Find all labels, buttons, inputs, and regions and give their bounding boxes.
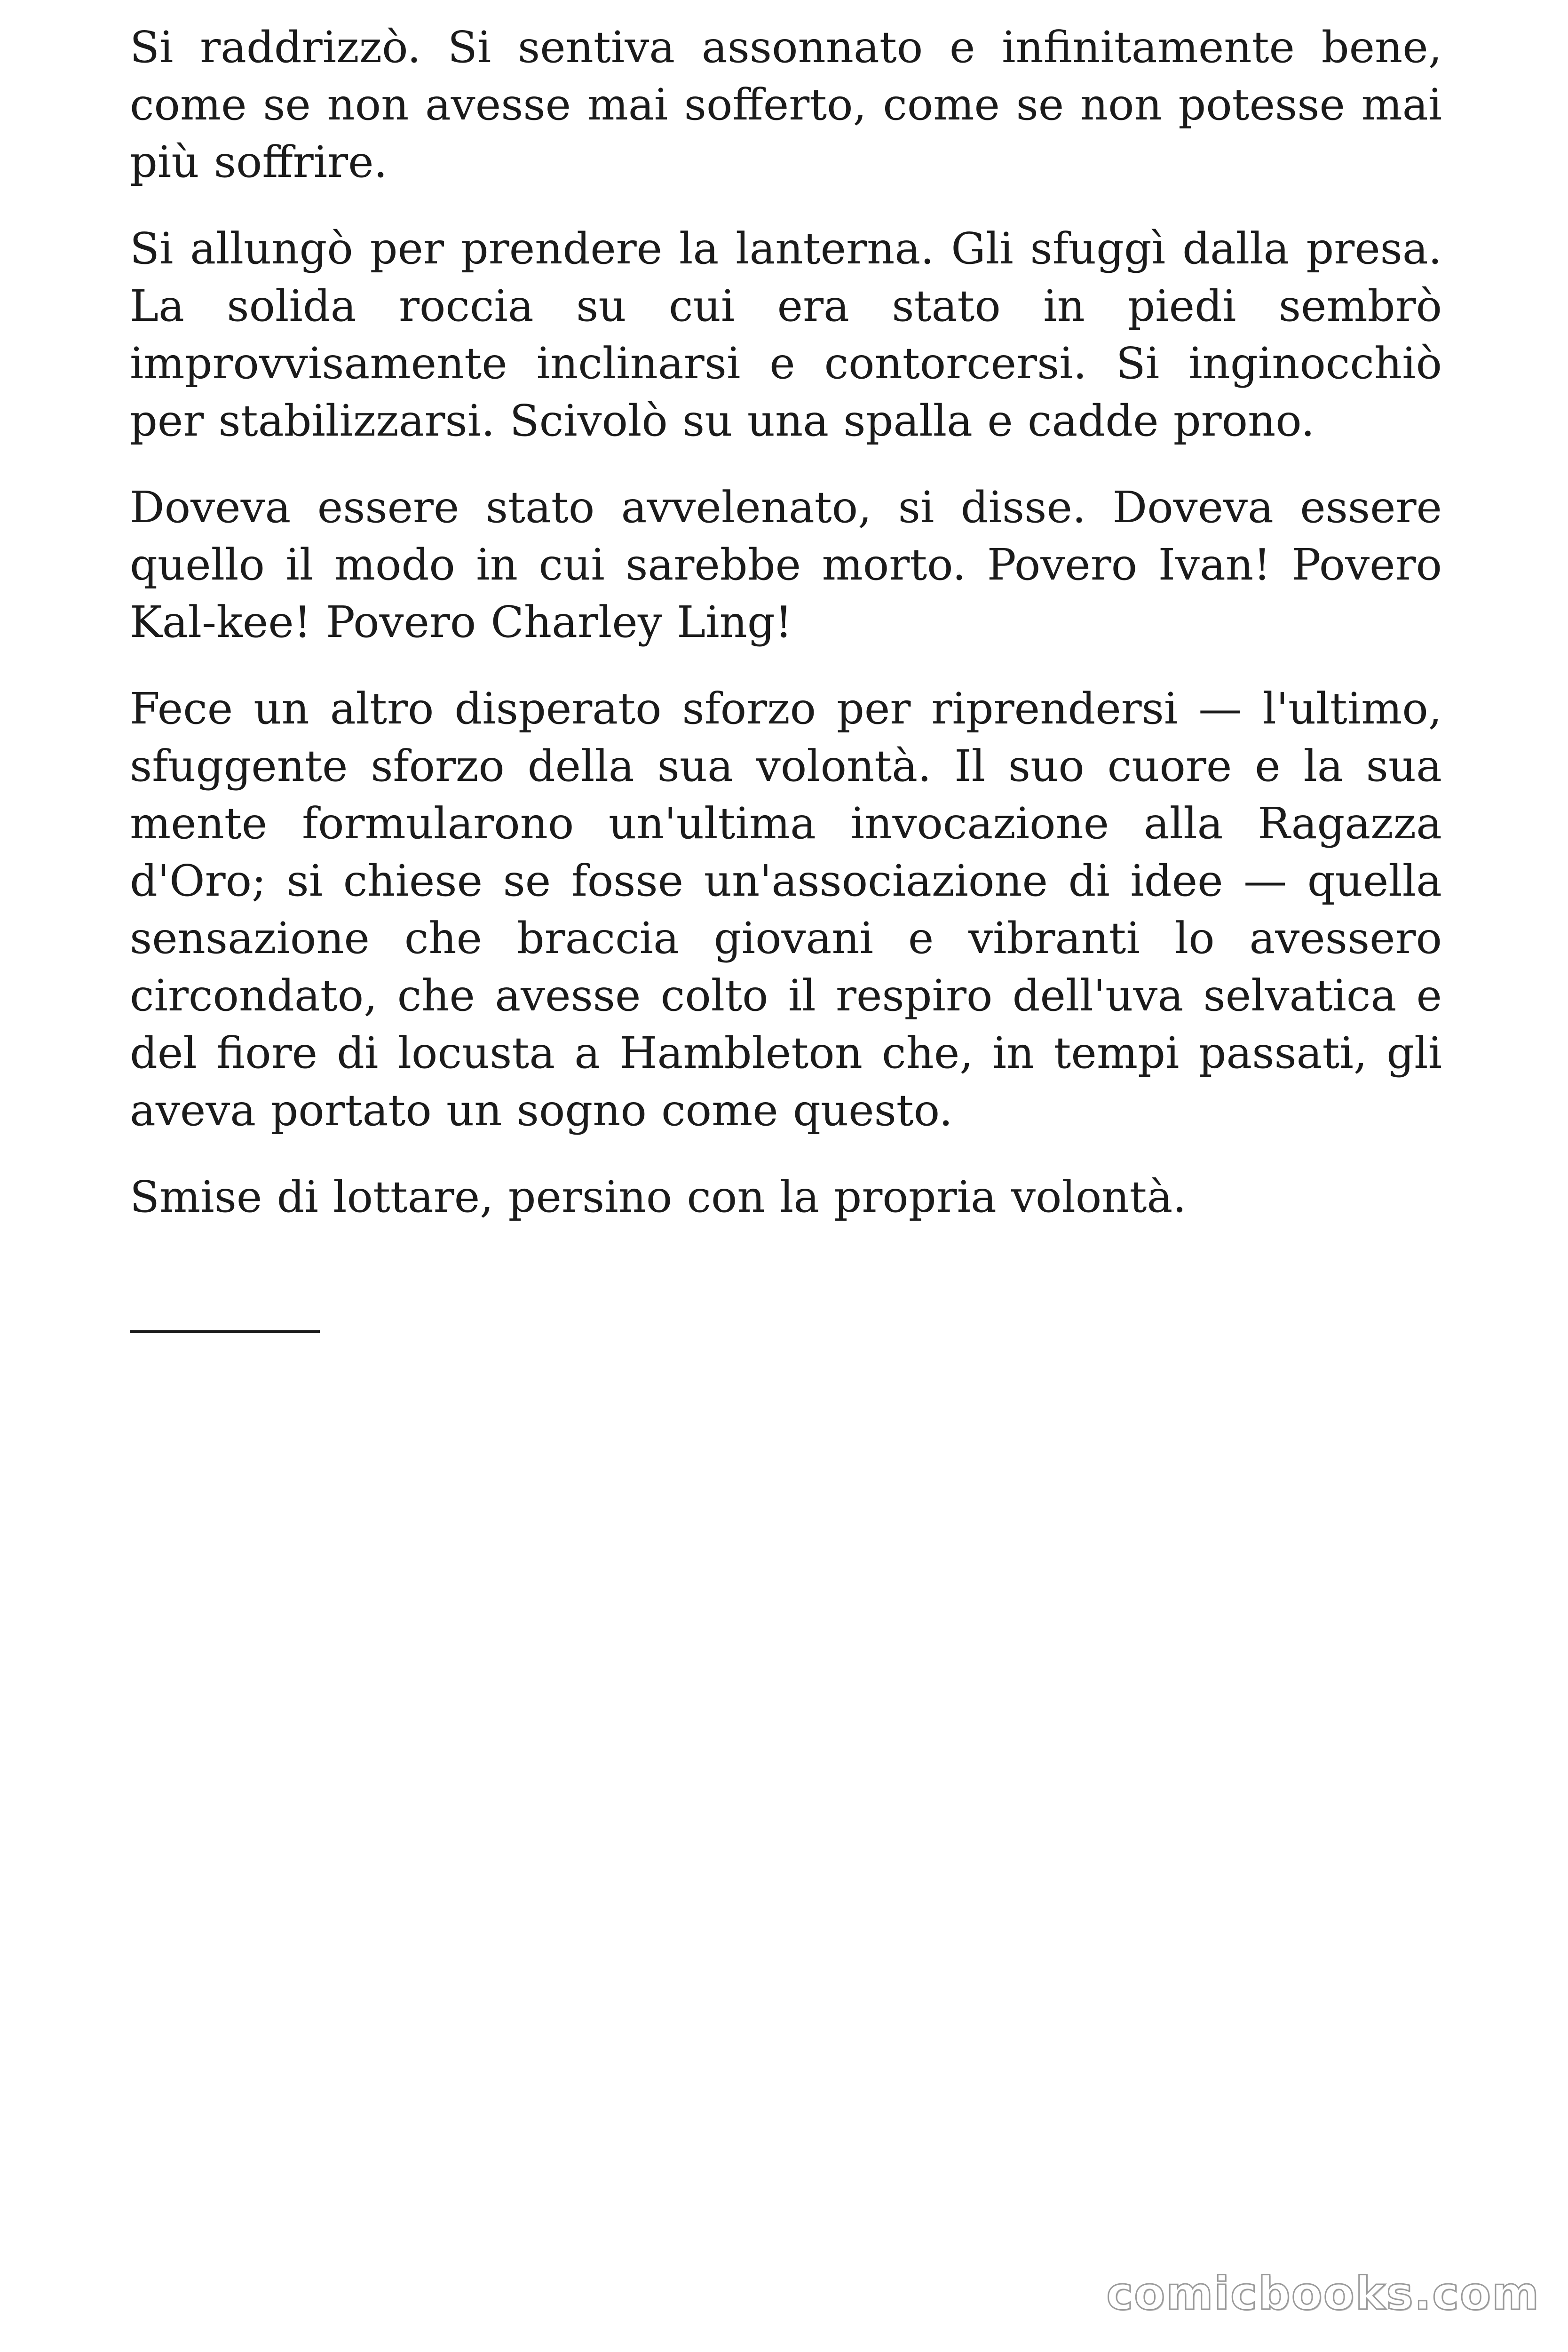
watermark: comicbooks.com [1106, 2267, 1540, 2320]
page-body [130, 19, 1442, 1255]
section-divider [130, 1330, 320, 1333]
paragraph-2: Si allungò per prendere la lanterna. Gli sfuggì dalla presa. La solida roccia su cui era stato in piedi sembrò improvvisamente inclinarsi e contorcersi. Si inginocchiò per stabilizzarsi. Scivolò su una spalla e cadde prono. [130, 223, 1442, 446]
paragraph-3: Doveva essere stato avvelenato, si disse. Doveva essere quello il modo in cui sarebbe morto. Povero Ivan! Povero Kal-kee! Povero Charley Ling! [130, 482, 1442, 647]
paragraph-5: Smise di lottare, persino con la propria volontà. [130, 1172, 1187, 1222]
paragraph-4: Fece un altro disperato sforzo per riprendersi — l'ultimo, sfuggente sforzo della sua volontà. Il suo cuore e la sua mente formularono un'ultima invocazione alla Ragazza d'Oro; si chiese se fosse un'associazione di idee — quella sensazione che braccia giovani e vibranti lo avessero circondato, che avesse colto il respiro dell'uva selvatica e del fiore di locusta a Hambleton che, in tempi passati, gli aveva portato un sogno come questo. [130, 683, 1442, 1136]
paragraph-1: Si raddrizzò. Si sentiva assonnato e infinitamente bene, come se non avesse mai sofferto, come se non potesse mai più soffrire. [130, 22, 1442, 187]
